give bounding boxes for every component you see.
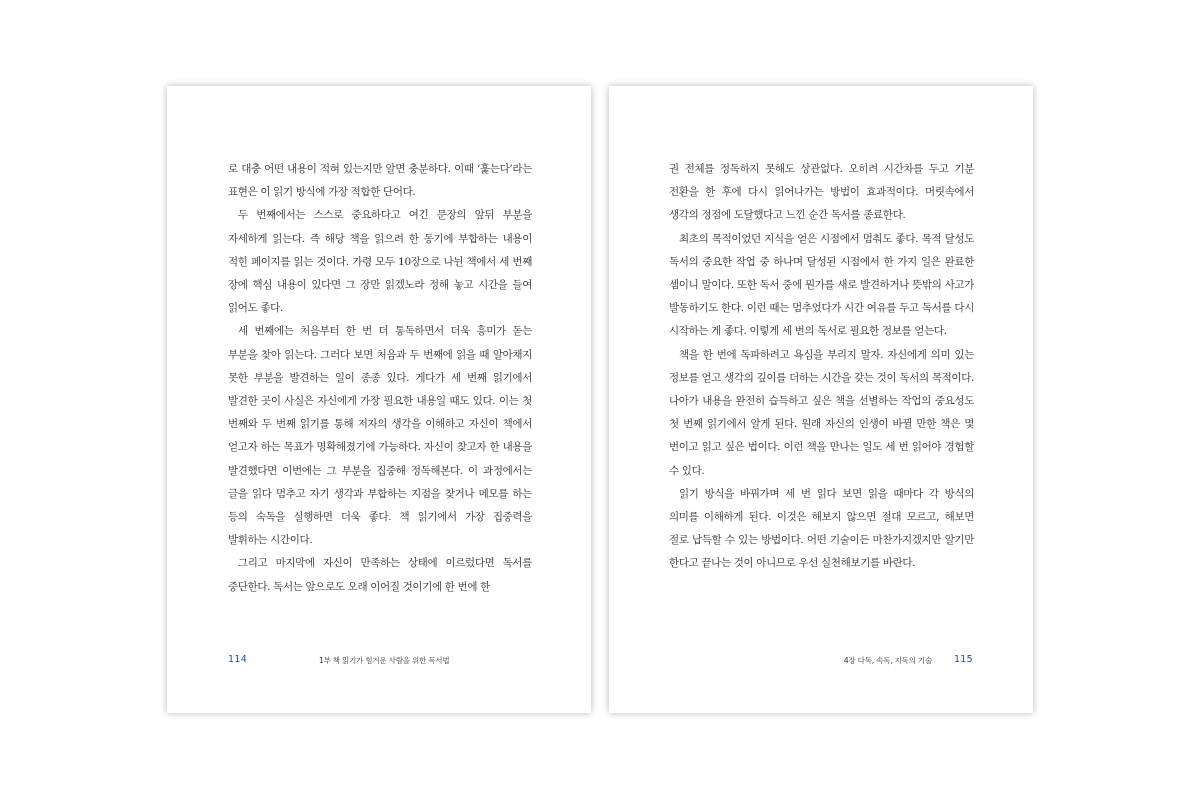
paragraph: 권 전체를 정독하지 못해도 상관없다. 오히려 시간차를 두고 기분 전환을 한 후에 다시 읽어나가는 방법이 효과적이다. 머릿속에서 생각의 정점에 도달했다고 느낀 순간 독서를 종료한다.: [669, 163, 974, 222]
paragraph: 두 번째에서는 스스로 중요하다고 여긴 문장의 앞뒤 부분을 자세하게 읽는다. 즉 해당 책을 읽으려 한 동기에 부합하는 내용이 적힌 페이지를 읽는 것이다. 가령 모두 10장으로 나뉜 책에서 세 번째 장에 핵심 내용이 있다면 그 장만 읽겠노라 정해 놓고 시간을 들여 읽어도 좋다.: [228, 209, 532, 315]
page-number: 115: [953, 654, 973, 665]
paragraph: 책을 한 번에 독파하려고 욕심을 부리지 말자. 자신에게 의미 있는 정보를 얻고 생각의 깊이를 더하는 시간을 갖는 것이 독서의 목적이다. 나아가 내용을 완전히 습득하고 싶은 책을 선별하는 작업의 중요성도 첫 번째 읽기에서 알게 된다. 원래 자신의 인생이 바뀔 만한 책은 몇 번이고 읽고 싶은 법이다. 이런 책을 만나는 일도 세 번 읽어야 경험할 수 있다.: [669, 348, 974, 477]
running-head: 4장 다독, 속독, 지독의 기술: [843, 656, 932, 665]
running-head: 1부 책 읽기가 힘겨운 사람을 위한 독서법: [319, 656, 450, 665]
paragraph: 최초의 목적이었던 지식을 얻은 시점에서 멈춰도 좋다. 목적 달성도 독서의 중요한 작업 중 하나며 달성된 시점에서 한 가지 일은 완료한 셈이니 말이다. 또한 독서 중에 뭔가를 새로 발견하거나 뜻밖의 사고가 발동하기도 한다. 이런 때는 멈추었다가 시간 여유를 두고 독서를 다시 시작하는 게 좋다. 이렇게 세 번의 독서로 필요한 정보를 얻는다.: [669, 232, 974, 338]
paragraph: 세 번째에는 처음부터 한 번 더 통독하면서 더욱 흥미가 돋는 부분을 찾아 읽는다. 그러다 보면 처음과 두 번째에 읽을 때 알아채지 못한 부분을 발견하는 일이 종종 있다. 게다가 세 번째 읽기에서 발견한 곳이 사실은 자신에게 가장 필요한 내용일 때도 있다. 이는 첫 번째와 두 번째 읽기를 통해 저자의 생각을 이해하고 자신이 책에서 얻고자 하는 목표가 명확해졌기에 가능하다. 자신이 찾고자 한 내용을 발견했다면 이번에는 그 부분을 집중해 정독해본다. 이 과정에서는 글을 읽다 멈추고 자기 생각과 부합하는 지점을 찾거나 메모를 하는 등의 숙독을 실행하면 더욱 좋다. 책 읽기에서 가장 집중력을 발휘하는 시간이다.: [228, 325, 532, 547]
paragraph: 읽기 방식을 바꿔가며 세 번 읽다 보면 읽을 때마다 각 방식의 의미를 이해하게 된다. 이것은 해보지 않으면 절대 모르고, 해보면 절로 납득할 수 있는 방법이다. 어떤 기술이든 마찬가지겠지만 알기만 한다고 끝나는 것이 아니므로 우선 실천해보기를 바란다.: [669, 487, 974, 570]
right-page: [609, 86, 1033, 713]
paragraph: 그리고 마지막에 자신이 만족하는 상태에 이르렀다면 독서를 중단한다. 독서는 앞으로도 오래 이어질 것이기에 한 번에 한: [228, 557, 532, 593]
page-number: 114: [228, 654, 248, 665]
left-page-body: [228, 158, 532, 599]
paragraph: 로 대충 어떤 내용이 적혀 있는지만 알면 충분하다. 이때 ‘훑는다’라는 표현은 이 읽기 방식에 가장 적합한 단어다.: [228, 163, 532, 199]
right-page-body: [669, 158, 974, 576]
left-page: [167, 86, 591, 713]
